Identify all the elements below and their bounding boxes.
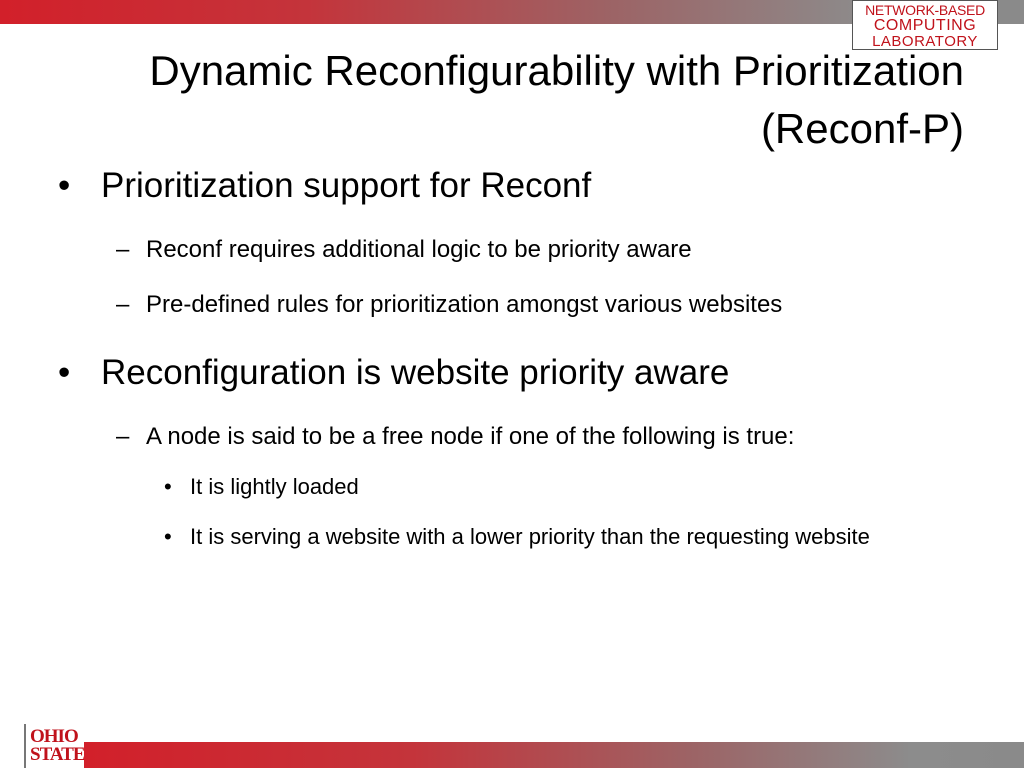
- dash-icon: –: [116, 291, 130, 318]
- ohio-state-logo-line-2: STATE: [30, 744, 85, 765]
- bullet-icon: •: [164, 474, 172, 499]
- bullet-1-sub-2-text: Pre-defined rules for prioritization amongst various websites: [146, 291, 783, 318]
- slide-title-line-2: (Reconf-P): [760, 105, 964, 152]
- bullet-2-sub-1-text: A node is said to be a free node if one of the following is true:: [146, 423, 795, 450]
- bullet-icon: •: [58, 353, 71, 392]
- bullet-2-text: Reconfiguration is website priority aware: [101, 353, 730, 392]
- ohio-state-logo: [24, 724, 85, 768]
- bullet-1-text: Prioritization support for Reconf: [101, 166, 592, 205]
- logo-line-2: COMPUTING: [873, 17, 977, 34]
- dash-icon: –: [116, 236, 130, 263]
- ohio-state-logo-line-1: OHIO: [30, 726, 78, 747]
- bullet-2-subsub-1-text: It is lightly loaded: [190, 474, 359, 499]
- dash-icon: –: [116, 423, 130, 450]
- slide-title-line-1: Dynamic Reconfigurability with Prioritization: [149, 47, 964, 94]
- bullet-2-subsub-2-text: It is serving a website with a lower priority than the requesting website: [190, 524, 870, 549]
- logo-line-1: NETWORK-BASED: [865, 2, 985, 18]
- bullet-1-sub-1-text: Reconf requires additional logic to be priority aware: [146, 236, 692, 263]
- bullet-icon: •: [164, 524, 172, 549]
- bottom-color-bar: [84, 742, 1024, 768]
- bullet-icon: •: [58, 166, 71, 205]
- logo-line-3: LABORATORY: [872, 33, 978, 50]
- slide-title: [80, 42, 964, 158]
